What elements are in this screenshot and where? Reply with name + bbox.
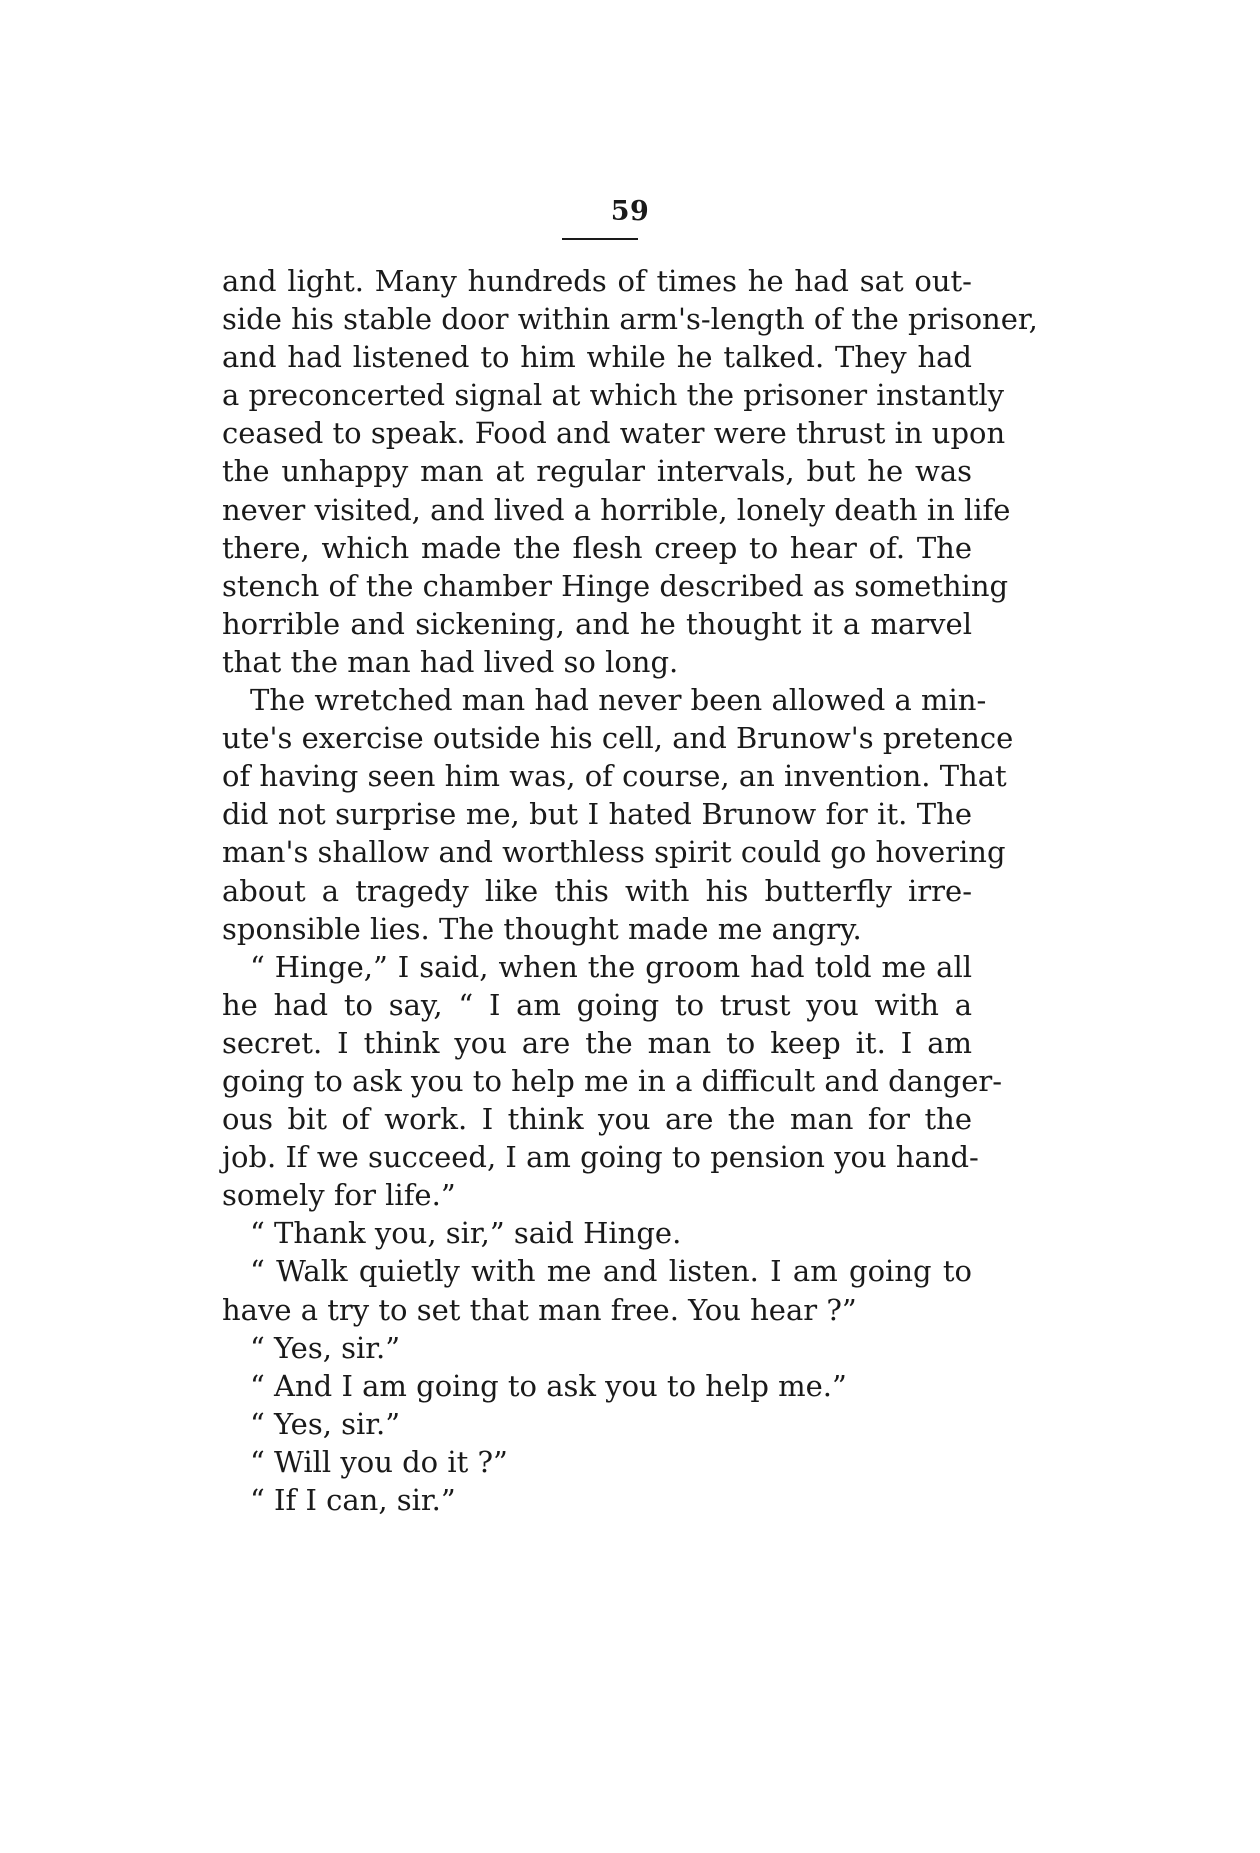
text-line: “ Yes, sir.” [250,1330,401,1365]
text-line: sponsible lies. The thought made me angry. [222,911,862,946]
text-line: the unhappy man at regular intervals, but he was [222,454,972,489]
text-line: of having seen him was, of course, an invention. That [222,759,1007,794]
text-line: and had listened to him while he talked. They had [222,340,972,375]
text-line: ceased to speak. Food and water were thrust in upon [222,416,1006,451]
text-line: “ If I can, sir.” [250,1483,456,1517]
text-line: “ And I am going to ask you to help me.” [250,1368,847,1403]
text-line: secret. I think you are the man to keep it. I am [222,1025,972,1060]
text-line: side his stable door within arm's-length of the prisoner, [222,302,1038,337]
text-line: “ Yes, sir.” [250,1406,401,1441]
text-line: job. If we succeed, I am going to pension you hand- [222,1140,979,1175]
text-line: there, which made the flesh creep to hear of. The [222,530,972,565]
text-line: and light. Many hundreds of times he had sat out- [222,264,972,298]
text-line: horrible and sickening, and he thought it a marvel [222,606,972,641]
text-line: “ Thank you, sir,” said Hinge. [250,1216,682,1251]
text-line: never visited, and lived a horrible, lonely death in life [222,492,1011,527]
text-line: ous bit of work. I think you are the man for the [222,1102,972,1137]
text-line: stench of the chamber Hinge described as something [222,568,1009,603]
text-line: did not surprise me, but I hated Brunow for it. The [222,797,972,832]
text-line: ute's exercise outside his cell, and Brunow's pretence [222,721,1014,756]
text-line: a preconcerted signal at which the prisoner instantly [222,378,1005,413]
text-line: man's shallow and worthless spirit could go hovering [222,835,1006,870]
text-line: “ Walk quietly with me and listen. I am going to [250,1254,972,1289]
text-line: “ Will you do it ?” [250,1444,508,1479]
body-text [222,262,1038,1519]
text-line: about a tragedy like this with his butterfly irre- [222,873,972,908]
page-number: 59 [610,196,650,227]
text-line: going to ask you to help me in a difficult and danger- [222,1063,1003,1098]
text-line: “ Hinge,” I said, when the groom had told me all [250,949,972,984]
text-line: that the man had lived so long. [222,644,679,679]
text-line: somely for life.” [222,1178,456,1213]
text-line: The wretched man had never been allowed a min- [250,683,987,718]
text-line: have a try to set that man free. You hear ?” [222,1292,857,1327]
text-line: he had to say, “ I am going to trust you with a [222,987,972,1022]
page-number-rule [562,238,638,240]
